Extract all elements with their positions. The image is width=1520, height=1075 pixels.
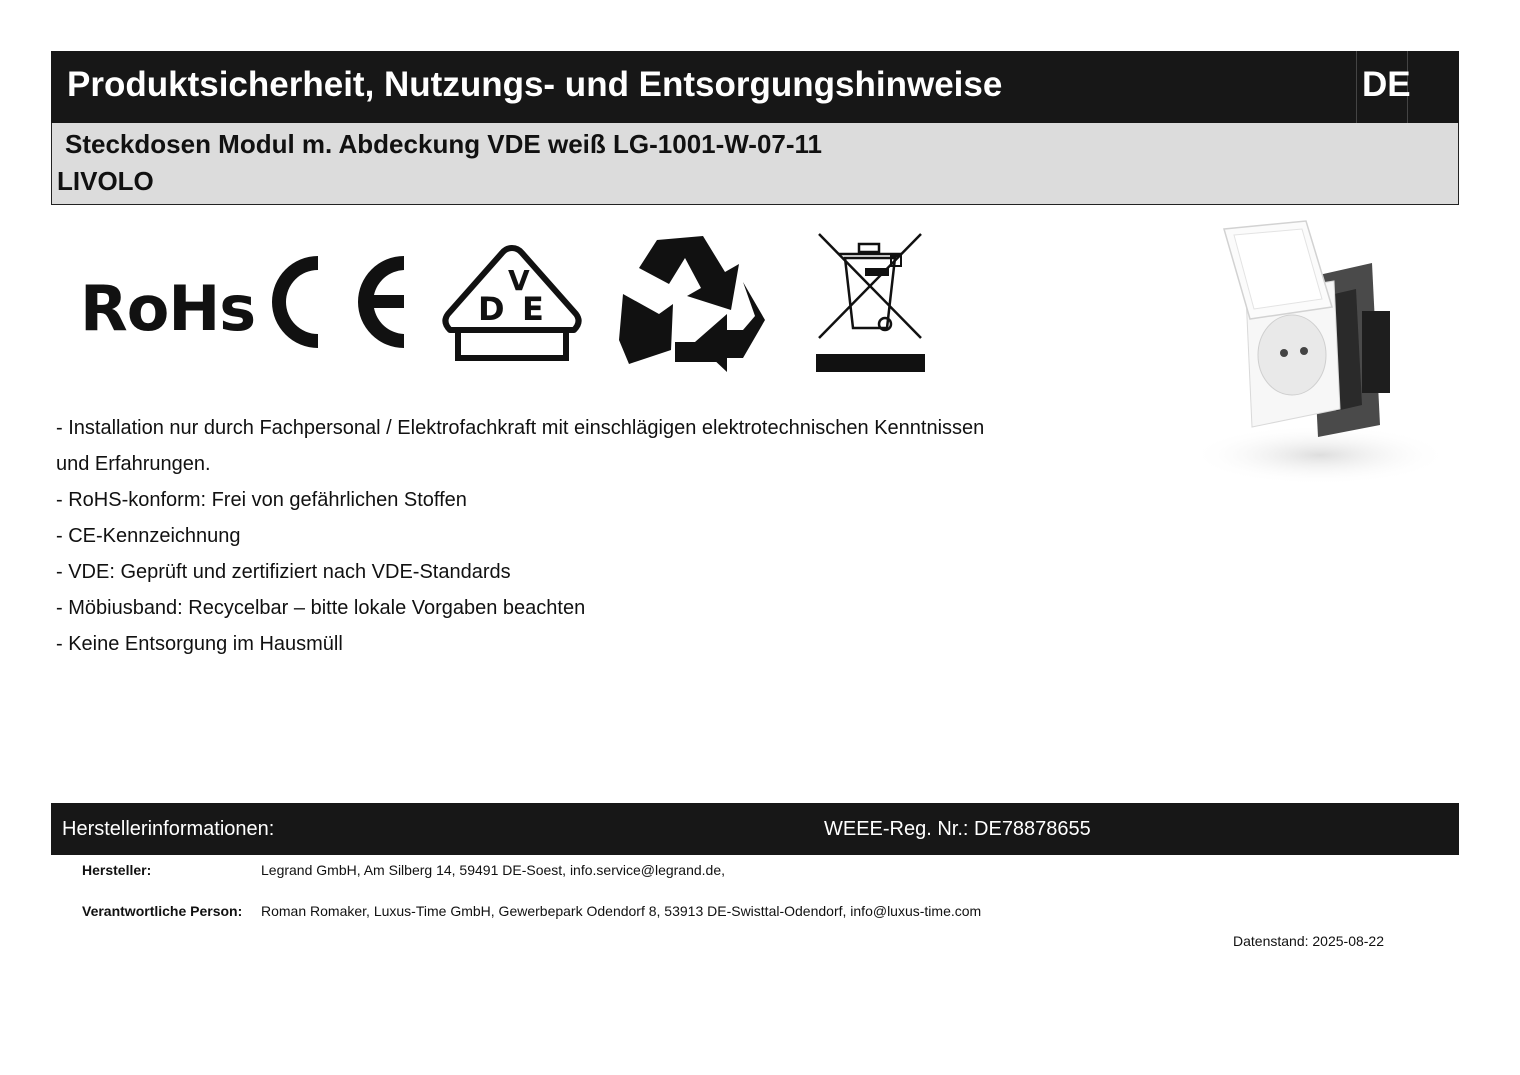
header-bar [51, 51, 1459, 123]
person-value: Roman Romaker, Luxus-Time GmbH, Gewerbepark Odendorf 8, 53913 DE-Swisttal-Odendorf, info@luxus-time.com [261, 903, 982, 919]
hersteller-label: Hersteller: [82, 862, 152, 878]
data-date: Datenstand: 2025-08-22 [1233, 933, 1384, 949]
note-item: - VDE: Geprüft und zertifiziert nach VDE-Standards [56, 561, 511, 583]
rohs-logo: RoHs [80, 272, 256, 345]
recycle-icon [615, 230, 767, 375]
weee-registration: WEEE-Reg. Nr.: DE78878655 [824, 818, 1091, 840]
brand-name: LIVOLO [57, 166, 154, 196]
vde-logo [440, 240, 584, 362]
note-item: - Installation nur durch Fachpersonal / Elektrofachkraft mit einschlägigen elektrotechnischen Kenntnissen [56, 417, 985, 439]
svg-text:V: V [508, 264, 530, 297]
ce-logo [258, 250, 408, 354]
note-item: und Erfahrungen. [56, 453, 211, 475]
product-name: Steckdosen Modul m. Abdeckung VDE weiß LG-1001-W-07-11 [65, 129, 823, 159]
product-image [1180, 215, 1460, 495]
language-box [1356, 51, 1411, 123]
person-label: Verantwortliche Person: [82, 903, 243, 919]
hersteller-value: Legrand GmbH, Am Silberg 14, 59491 DE-Soest, info.service@legrand.de, [261, 862, 726, 878]
note-item: - RoHS-konform: Frei von gefährlichen Stoffen [56, 489, 467, 511]
manufacturer-section-label: Herstellerinformationen: [62, 818, 275, 840]
vde-letters: D [478, 290, 505, 328]
usage-notes [56, 410, 984, 662]
note-item: - Möbiusband: Recycelbar – bitte lokale Vorgaben beachten [56, 597, 586, 619]
manufacturer-bar [51, 803, 1459, 855]
note-item: - CE-Kennzeichnung [56, 525, 241, 547]
note-item: - Keine Entsorgung im Hausmüll [56, 633, 343, 655]
svg-text:E: E [522, 290, 544, 328]
page-title: Produktsicherheit, Nutzungs- und Entsorgungshinweise [67, 65, 1003, 104]
product-box [51, 123, 1459, 205]
weee-bin-icon [815, 232, 927, 374]
language-code: DE [1362, 65, 1411, 104]
